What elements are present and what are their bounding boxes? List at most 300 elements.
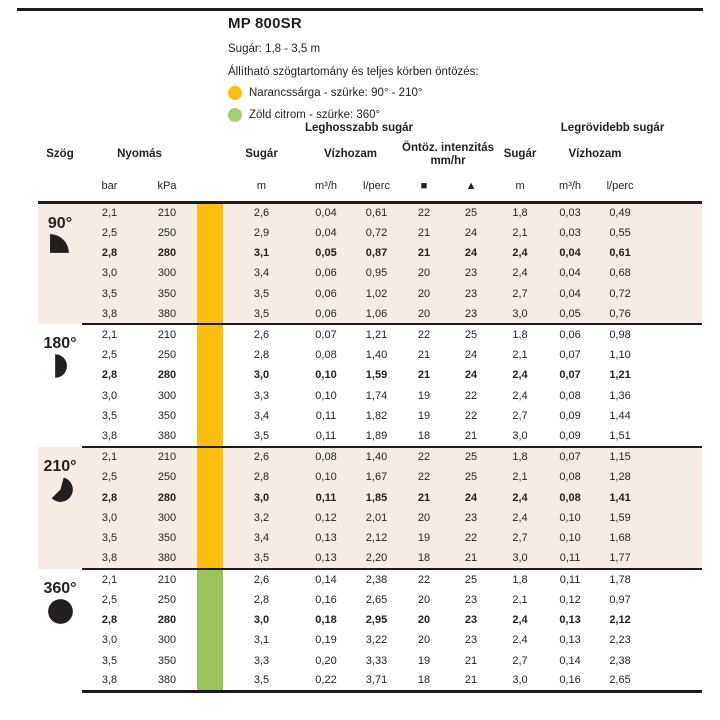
intensity-triangle-cell: 23 (464, 614, 478, 626)
row-end-spacer (645, 630, 702, 650)
radius-short-cell: 2,4 (512, 491, 528, 504)
angle-icon-wrap (49, 245, 72, 257)
table-row (38, 651, 702, 671)
unit-bar: bar (82, 172, 137, 202)
intensity-square-cell: 22 (417, 573, 431, 586)
legend-item-orange (228, 86, 479, 100)
radius-short-cell: 2,1 (512, 471, 528, 484)
flow-m3h-long-cell: 0,08 (315, 348, 337, 361)
intensity-square-cell: 21 (417, 348, 431, 361)
sector-210-icon (47, 476, 74, 503)
pressure-bar-cell: 2,1 (101, 329, 118, 342)
flow-m3h-short-cell: 0,12 (559, 593, 581, 606)
angle-label: 360° (43, 580, 77, 598)
flow-m3h-long-cell: 0,11 (300, 426, 352, 446)
angle-section-cell (38, 324, 82, 446)
pressure-kpa-cell: 350 (157, 532, 177, 545)
flow-lperc-long-cell: 3,33 (365, 654, 388, 667)
radius-long-cell: 3,5 (223, 671, 300, 691)
pressure-bar-cell: 2,5 (101, 593, 118, 606)
unit-m3h-short: m³/h (545, 172, 595, 202)
radius-long-cell: 3,5 (223, 304, 300, 324)
flow-lperc-short-cell: 2,38 (609, 654, 631, 667)
flow-m3h-short-cell: 0,09 (559, 410, 581, 423)
top-rule (17, 8, 703, 11)
intensity-square-cell: 21 (417, 226, 431, 239)
radius-long-cell: 3,4 (253, 267, 270, 280)
flow-lperc-short-cell: 0,98 (609, 329, 631, 342)
nozzle-color-band (197, 345, 223, 365)
table-row (38, 222, 702, 242)
pressure-kpa-cell: 210 (157, 451, 177, 464)
intensity-triangle-cell: 23 (464, 512, 478, 525)
table-row (38, 467, 702, 487)
pressure-bar-cell: 3,0 (101, 389, 118, 402)
orange-circle-icon (228, 86, 242, 100)
pressure-bar-cell: 2,8 (101, 614, 118, 626)
row-end-spacer (645, 426, 702, 446)
unit-m-long: m (223, 172, 300, 202)
flow-m3h-long-cell: 0,11 (315, 491, 337, 504)
flow-m3h-short-cell: 0,07 (559, 451, 581, 464)
intensity-square-cell: 21 (417, 491, 431, 504)
pressure-bar-cell: 3,0 (101, 512, 118, 525)
table-row (38, 589, 702, 609)
flow-lperc-short-cell: 0,49 (609, 206, 631, 219)
table-row (38, 202, 702, 222)
pressure-kpa-cell: 380 (137, 671, 197, 691)
flow-m3h-long-cell: 0,11 (315, 410, 337, 423)
intensity-header-line2: mm/hr (430, 155, 466, 167)
flow-m3h-long-cell: 0,13 (315, 532, 337, 545)
row-end-spacer (645, 671, 702, 691)
pressure-bar-cell: 3,8 (82, 549, 137, 569)
pressure-bar-cell: 2,5 (101, 471, 118, 484)
intensity-triangle-cell: 22 (464, 389, 478, 402)
nozzle-color-band (197, 222, 223, 242)
row-end-spacer (645, 243, 702, 263)
pressure-bar-cell: 3,5 (101, 532, 118, 545)
radius-long-cell: 2,6 (253, 329, 270, 342)
intensity-square-cell: 19 (417, 532, 431, 545)
flow-lperc-long-cell: 2,12 (365, 532, 388, 545)
row-end-spacer (645, 304, 702, 324)
intensity-square-cell: 20 (417, 593, 431, 606)
row-end-spacer (645, 569, 702, 589)
row-end-spacer (645, 528, 702, 548)
table-row (38, 671, 702, 691)
flow-m3h-short-cell: 0,04 (559, 287, 581, 300)
table-row (38, 386, 702, 406)
radius-short-cell: 2,7 (512, 287, 528, 300)
flow-lperc-long-cell: 1,02 (365, 287, 388, 300)
pressure-kpa-cell: 350 (157, 654, 177, 667)
row-end-spacer (645, 610, 702, 630)
radius-long-cell: 3,1 (253, 634, 270, 647)
pressure-bar-cell: 3,0 (101, 267, 118, 280)
flow-m3h-long-cell: 0,07 (315, 329, 337, 342)
radius-short-cell: 1,8 (512, 451, 528, 464)
table-row (38, 284, 702, 304)
row-end-spacer (645, 365, 702, 385)
intensity-triangle-cell: 24 (464, 369, 478, 382)
flow-lperc-short-cell: 1,59 (609, 512, 631, 525)
radius-long-cell: 3,5 (253, 287, 270, 300)
flow-m3h-long-cell: 0,10 (315, 369, 337, 382)
intensity-square-cell: 18 (401, 426, 447, 446)
radius-short-cell: 2,1 (512, 593, 528, 606)
nozzle-color-band (197, 630, 223, 650)
table-row (38, 528, 702, 548)
radius-short-cell: 2,1 (512, 348, 528, 361)
intensity-square-cell: 20 (417, 267, 431, 280)
table-row (38, 406, 702, 426)
flow-lperc-long-cell: 1,06 (352, 304, 401, 324)
table-row (38, 549, 702, 569)
sector-90-icon (49, 233, 72, 254)
flow-m3h-long-cell: 0,16 (315, 593, 337, 606)
flow-m3h-short-cell: 0,03 (559, 206, 581, 219)
flow-lperc-long-cell: 2,01 (365, 512, 388, 525)
flow-lperc-short-cell: 0,61 (609, 246, 631, 259)
intensity-square-cell: 19 (417, 389, 431, 402)
longest-radius-group-header: Leghosszabb sugár (305, 122, 414, 134)
unit-m-short: m (495, 172, 545, 202)
nozzle-color-band (197, 243, 223, 263)
flow-lperc-long-cell: 0,72 (365, 226, 388, 239)
radius-short-cell: 2,7 (512, 532, 528, 545)
intensity-square-cell: 19 (417, 654, 431, 667)
radius-short-cell: 1,8 (512, 573, 528, 586)
pressure-column-header: Nyomás (117, 148, 162, 161)
flow-lperc-long-cell: 2,95 (365, 614, 388, 626)
pressure-kpa-cell: 210 (157, 573, 177, 586)
row-end-spacer (645, 386, 702, 406)
intensity-square-cell: 18 (401, 671, 447, 691)
flow-lperc-short-cell: 1,51 (595, 426, 645, 446)
nozzle-color-band (197, 263, 223, 283)
flow-m3h-short-cell: 0,13 (559, 634, 581, 647)
flow-lperc-long-cell: 1,89 (352, 426, 401, 446)
flow-lperc-short-cell: 1,78 (609, 573, 631, 586)
pressure-bar-cell: 2,1 (101, 451, 118, 464)
legend-label: Narancssárga - szürke: 90° - 210° (249, 87, 423, 99)
radius-short-cell: 2,4 (512, 389, 528, 402)
radius-long-cell: 3,1 (253, 246, 270, 259)
pressure-bar-cell: 3,5 (101, 654, 118, 667)
intensity-triangle-cell: 24 (464, 226, 478, 239)
flow-lperc-short-cell: 0,55 (609, 226, 631, 239)
flow-m3h-short-cell: 0,16 (545, 671, 595, 691)
square-intensity-icon: ■ (401, 172, 447, 202)
flow-m3h-short-cell: 0,03 (559, 226, 581, 239)
pressure-bar-cell: 3,8 (82, 426, 137, 446)
flow-long-column-header: Vízhozam (323, 148, 378, 161)
flow-lperc-long-cell: 1,85 (365, 491, 388, 504)
table-row (38, 569, 702, 589)
radius-short-cell: 2,7 (512, 654, 528, 667)
pressure-bar-cell: 2,8 (101, 491, 118, 504)
radius-short-cell: 3,0 (495, 549, 545, 569)
shortest-radius-group-header: Legrövidebb sugár (560, 122, 665, 134)
nozzle-color-band (197, 528, 223, 548)
nozzle-color-band (197, 406, 223, 426)
nozzle-color-band (197, 651, 223, 671)
pressure-kpa-cell: 280 (157, 491, 177, 504)
group-header-row (38, 114, 702, 138)
radius-short-cell: 2,1 (512, 226, 528, 239)
intensity-triangle-cell: 23 (464, 267, 478, 280)
radius-long-cell: 3,5 (223, 426, 300, 446)
pressure-kpa-cell: 210 (157, 329, 177, 342)
flow-lperc-long-cell: 2,20 (352, 549, 401, 569)
band-column-header (197, 138, 223, 172)
flow-lperc-short-cell: 0,72 (609, 287, 631, 300)
flow-m3h-long-cell: 0,05 (315, 246, 337, 259)
nozzle-color-band (197, 447, 223, 467)
flow-lperc-short-cell: 0,76 (595, 304, 645, 324)
pressure-kpa-cell: 280 (157, 246, 177, 259)
nozzle-color-band (197, 549, 223, 569)
intensity-triangle-cell: 21 (447, 549, 495, 569)
units-spacer (38, 172, 82, 202)
flow-m3h-long-cell: 0,18 (315, 614, 337, 626)
pressure-bar-cell: 3,5 (101, 410, 118, 423)
flow-m3h-short-cell: 0,14 (559, 654, 581, 667)
flow-m3h-long-cell: 0,14 (315, 573, 337, 586)
radius-short-cell: 2,4 (512, 246, 528, 259)
flow-lperc-long-cell: 1,40 (365, 348, 388, 361)
angle-section-cell (38, 447, 82, 569)
flow-lperc-short-cell: 1,21 (609, 369, 631, 382)
flow-m3h-long-cell: 0,04 (315, 226, 337, 239)
angle-icon-wrap (53, 370, 68, 382)
angle-icon-wrap (47, 616, 74, 628)
radius-short-cell: 2,4 (512, 512, 528, 525)
table-row (38, 263, 702, 283)
row-end-spacer (645, 406, 702, 426)
intensity-square-cell: 20 (401, 304, 447, 324)
intensity-triangle-cell: 25 (464, 329, 478, 342)
flow-lperc-short-cell: 1,41 (609, 491, 631, 504)
unit-kpa: kPa (137, 172, 197, 202)
nozzle-color-band (197, 671, 223, 691)
flow-m3h-short-cell: 0,10 (559, 532, 581, 545)
flow-lperc-short-cell: 1,10 (609, 348, 631, 361)
flow-lperc-long-cell: 2,38 (365, 573, 388, 586)
intensity-square-cell: 22 (417, 206, 431, 219)
flow-m3h-long-cell: 0,04 (315, 206, 337, 219)
pressure-kpa-cell: 250 (157, 226, 177, 239)
nozzle-color-band (197, 589, 223, 609)
radius-long-cell: 3,0 (253, 369, 270, 382)
unit-lperc-short: l/perc (595, 172, 645, 202)
intensity-square-cell: 22 (417, 471, 431, 484)
group-header-spacer (38, 114, 223, 138)
flow-m3h-long-cell: 0,06 (315, 287, 337, 300)
pressure-kpa-cell: 210 (157, 206, 177, 219)
angle-label: 180° (43, 335, 77, 353)
flow-lperc-short-cell: 2,65 (595, 671, 645, 691)
pressure-kpa-cell: 280 (157, 614, 177, 626)
radius-long-cell: 2,9 (253, 226, 270, 239)
flow-m3h-short-cell: 0,09 (545, 426, 595, 446)
intensity-column-header (401, 138, 495, 172)
radius-short-column-header: Sugár (503, 148, 537, 161)
row-end-spacer (645, 651, 702, 671)
flow-lperc-long-cell: 1,82 (365, 410, 388, 423)
flow-lperc-short-cell: 1,15 (609, 451, 631, 464)
table-row (38, 324, 702, 344)
radius-long-cell: 2,6 (253, 573, 270, 586)
table-row (38, 447, 702, 467)
table-row (38, 304, 702, 324)
flow-m3h-long-cell: 0,10 (315, 471, 337, 484)
header-spacer (645, 138, 702, 172)
row-end-spacer (645, 345, 702, 365)
intensity-triangle-cell: 23 (464, 287, 478, 300)
radius-long-cell: 3,3 (253, 654, 270, 667)
flow-short-column-header: Vízhozam (568, 148, 622, 161)
nozzle-color-band (197, 569, 223, 589)
flow-lperc-short-cell: 1,77 (595, 549, 645, 569)
nozzle-color-band (197, 508, 223, 528)
table-body (38, 202, 702, 691)
legend-label: Zöld citrom - szürke: 360° (249, 109, 381, 121)
pressure-kpa-cell: 380 (137, 304, 197, 324)
radius-long-cell: 3,4 (253, 532, 270, 545)
pressure-kpa-cell: 250 (157, 471, 177, 484)
table-row (38, 487, 702, 507)
radius-long-cell: 2,8 (253, 348, 270, 361)
row-end-spacer (645, 202, 702, 222)
radius-long-cell: 2,8 (253, 593, 270, 606)
intensity-triangle-cell: 25 (464, 573, 478, 586)
intensity-triangle-cell: 25 (464, 451, 478, 464)
radius-short-cell: 1,8 (512, 329, 528, 342)
intensity-triangle-cell: 22 (464, 410, 478, 423)
pressure-kpa-cell: 250 (157, 348, 177, 361)
pressure-kpa-cell: 300 (157, 267, 177, 280)
radius-long-cell: 3,4 (253, 410, 270, 423)
angle-section-cell (38, 202, 82, 324)
table-row (38, 243, 702, 263)
unit-band-spacer (197, 172, 223, 202)
circle-360-icon (47, 598, 74, 625)
nozzle-color-band (197, 610, 223, 630)
flow-m3h-short-cell: 0,08 (559, 389, 581, 402)
units-row (38, 172, 702, 202)
pressure-kpa-cell: 300 (157, 634, 177, 647)
flow-m3h-short-cell: 0,08 (559, 471, 581, 484)
nozzle-color-band (197, 324, 223, 344)
column-header-row (38, 138, 702, 172)
flow-lperc-short-cell: 1,44 (609, 410, 631, 423)
radius-short-cell: 3,0 (495, 671, 545, 691)
nozzle-color-band (197, 426, 223, 446)
angle-label: 90° (47, 214, 73, 232)
radius-short-cell: 2,4 (512, 369, 528, 382)
flow-lperc-long-cell: 2,65 (365, 593, 388, 606)
flow-lperc-long-cell: 1,21 (365, 329, 388, 342)
intensity-square-cell: 21 (417, 246, 431, 259)
angle-section-cell (38, 569, 82, 691)
row-end-spacer (645, 508, 702, 528)
radius-short-cell: 3,0 (495, 304, 545, 324)
flow-lperc-long-cell: 3,22 (365, 634, 388, 647)
row-end-spacer (645, 222, 702, 242)
flow-lperc-short-cell: 2,12 (609, 614, 631, 626)
intensity-triangle-cell: 25 (464, 471, 478, 484)
flow-lperc-short-cell: 2,23 (609, 634, 631, 647)
units-end-spacer (645, 172, 702, 202)
flow-m3h-long-cell: 0,13 (300, 549, 352, 569)
intensity-square-cell: 19 (417, 410, 431, 423)
table-row (38, 345, 702, 365)
row-end-spacer (645, 487, 702, 507)
row-end-spacer (645, 589, 702, 609)
row-end-spacer (645, 549, 702, 569)
intensity-square-cell: 22 (417, 329, 431, 342)
flow-lperc-short-cell: 1,28 (609, 471, 631, 484)
pressure-bar-cell: 3,8 (82, 304, 137, 324)
flow-lperc-long-cell: 0,87 (365, 246, 388, 259)
flow-m3h-long-cell: 0,19 (315, 634, 337, 647)
table-row (38, 426, 702, 446)
row-end-spacer (645, 284, 702, 304)
row-end-spacer (645, 263, 702, 283)
nozzle-color-band (197, 467, 223, 487)
flow-lperc-long-cell: 0,95 (365, 267, 388, 280)
radius-short-cell: 2,4 (512, 634, 528, 647)
flow-m3h-long-cell: 0,06 (300, 304, 352, 324)
flow-lperc-short-cell: 1,68 (609, 532, 631, 545)
radius-long-cell: 3,2 (253, 512, 270, 525)
pressure-bar-cell: 3,5 (101, 287, 118, 300)
flow-m3h-long-cell: 0,22 (300, 671, 352, 691)
intensity-triangle-cell: 21 (447, 426, 495, 446)
nozzle-color-band (197, 487, 223, 507)
intensity-triangle-cell: 21 (464, 654, 478, 667)
pressure-bar-cell: 2,8 (101, 369, 118, 382)
intensity-square-cell: 20 (417, 614, 431, 626)
nozzle-color-band (197, 304, 223, 324)
radius-long-cell: 3,0 (253, 491, 270, 504)
flow-m3h-short-cell: 0,11 (559, 573, 581, 586)
radius-long-cell: 2,6 (253, 451, 270, 464)
flow-m3h-short-cell: 0,13 (559, 614, 581, 626)
flow-m3h-short-cell: 0,11 (545, 549, 595, 569)
radius-short-cell: 2,7 (512, 410, 528, 423)
radius-long-column-header: Sugár (245, 148, 278, 161)
nozzle-color-band (197, 365, 223, 385)
pressure-bar-cell: 2,1 (101, 573, 118, 586)
flow-lperc-long-cell: 1,67 (365, 471, 388, 484)
sector-180-icon (53, 353, 68, 379)
pressure-kpa-cell: 280 (157, 369, 177, 382)
angle-icon-wrap (47, 494, 74, 506)
flow-m3h-short-cell: 0,04 (559, 246, 581, 259)
flow-lperc-long-cell: 0,61 (365, 206, 388, 219)
radius-long-cell: 2,8 (253, 471, 270, 484)
table-row (38, 365, 702, 385)
table-row (38, 630, 702, 650)
intensity-triangle-cell: 23 (464, 634, 478, 647)
pressure-kpa-cell: 380 (137, 426, 197, 446)
pressure-bar-cell: 2,5 (101, 348, 118, 361)
pressure-kpa-cell: 250 (157, 593, 177, 606)
flow-lperc-short-cell: 1,36 (609, 389, 631, 402)
